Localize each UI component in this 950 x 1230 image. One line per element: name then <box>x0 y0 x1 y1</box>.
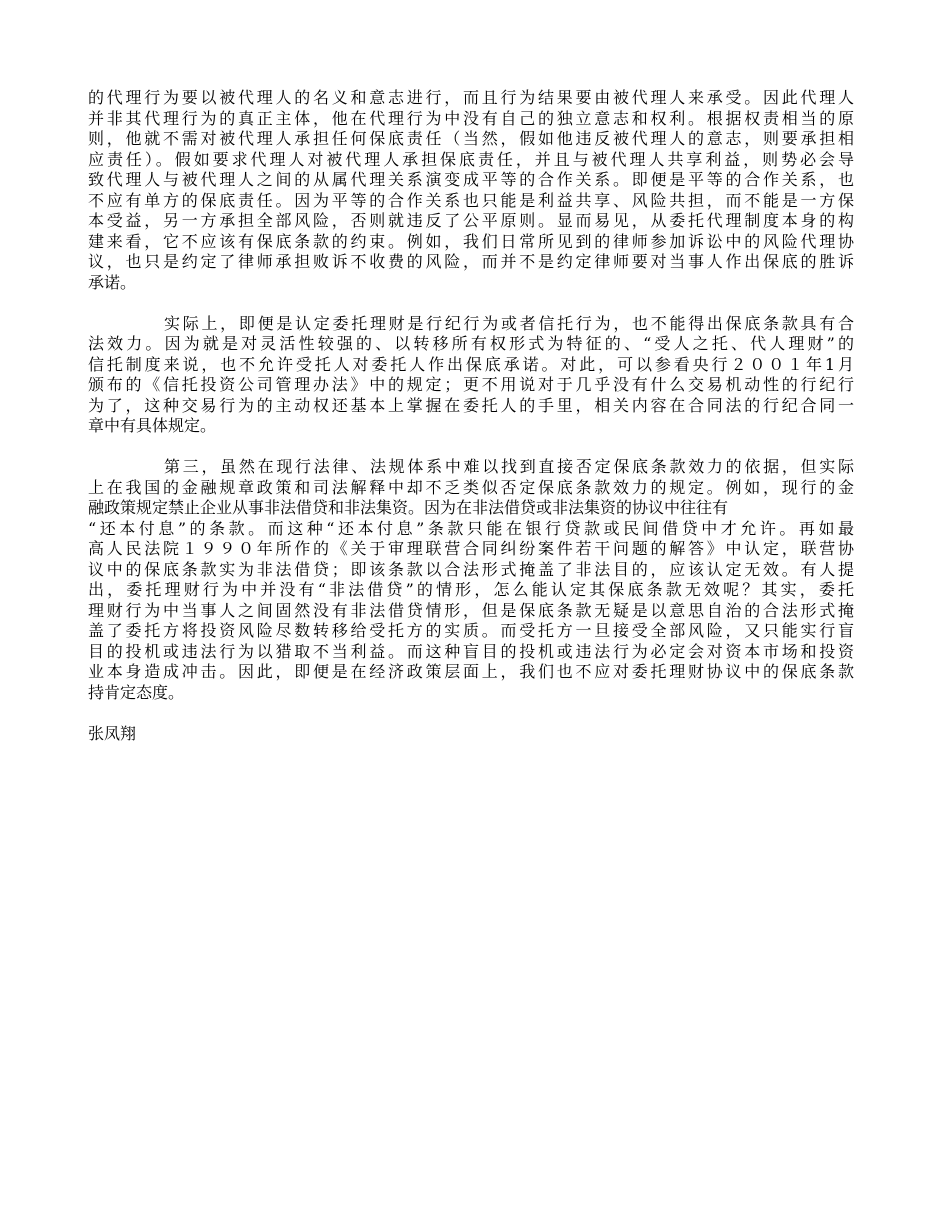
text-line: 理财行为中当事人之间固然没有非法借贷情形，但是保底条款无疑是以意思自治的合法形式掩 <box>88 600 854 620</box>
text-line: 颁布的《信托投资公司管理办法》中的规定；更不用说对于几乎没有什么交易机动性的行纪行 <box>88 375 854 394</box>
text-line: 目的投机或违法行为以猎取不当利益。而这种盲目的投机或违法行为必定会对资本市场和投资 <box>88 641 854 661</box>
text-line: 出，委托理财行为中并没有“非法借贷”的情形，怎么能认定其保底条款无效呢？其实，委托 <box>88 580 854 599</box>
text-line: 为了，这种交易行为的主动权还基本上掌握在委托人的手里，相关内容在合同法的行纪合同一 <box>88 395 854 415</box>
text-line: 业本身造成冲击。因此，即便是在经济政策层面上，我们也不应对委托理财协议中的保底条款 <box>88 662 854 681</box>
text-line: 议，也只是约定了律师承担败诉不收费的风险，而并不是约定律师要对当事人作出保底的胜诉 <box>88 252 854 271</box>
text-line: 盖了委托方将投资风险尽数转移给受托方的实质。而受托方一旦接受全部风险，又只能实行盲 <box>88 621 854 640</box>
text-line: 本受益，另一方承担全部风险，否则就违反了公平原则。显而易见，从委托代理制度本身的构 <box>88 211 854 230</box>
text-line: 第三，虽然在现行法律、法规体系中难以找到直接否定保底条款效力的依据，但实际 <box>164 457 854 476</box>
text-line: 应责任）。假如要求代理人对被代理人承担保底责任，并且与被代理人共享利益，则势必会导 <box>88 149 854 169</box>
text-line: 章中有具体规定。 <box>88 416 217 435</box>
text-line: 持肯定态度。 <box>88 682 185 702</box>
text-line: “还本付息”的条款。而这种“还本付息”条款只能在银行贷款或民间借贷中才允许。再如最 <box>88 518 854 538</box>
text-line: 致代理人与被代理人之间的从属代理关系演变成平等的合作关系。即便是平等的合作关系，也 <box>88 170 854 189</box>
document-body <box>88 88 854 744</box>
text-line: 承诺。 <box>88 272 137 292</box>
paragraph-3 <box>88 457 854 703</box>
text-line: 议中的保底条款实为非法借贷；即该条款以合法形式掩盖了非法目的，应该认定无效。有人提 <box>88 559 854 579</box>
text-line: 则，他就不需对被代理人承担任何保底责任（当然，假如他违反被代理人的意志，则要承担相 <box>88 129 854 148</box>
text-line: 建来看，它不应该有保底条款的约束。例如，我们日常所见到的律师参加诉讼中的风险代理协 <box>88 231 854 251</box>
text-line: 实际上，即便是认定委托理财是行纪行为或者信托行为，也不能得出保底条款具有合 <box>164 313 854 333</box>
text-line: 高人民法院１９９０年所作的《关于审理联营合同纠纷案件若干问题的解答》中认定，联营协 <box>88 539 854 558</box>
text-line: 法效力。因为就是对灵活性较强的、以转移所有权形式为特征的、“受人之托、代人理财”的 <box>88 334 854 353</box>
text-line: 信托制度来说，也不允许受托人对委托人作出保底承诺。对此，可以参看央行２００１年1月 <box>88 354 854 374</box>
text-line: 上在我国的金融规章政策和司法解释中却不乏类似否定保底条款效力的规定。例如，现行的金 <box>88 477 854 497</box>
text-line: 并非其代理行为的真正主体，他在代理行为中没有自己的独立意志和权利。根据权责相当的原 <box>88 108 854 128</box>
paragraph-2 <box>88 314 854 437</box>
text-line: 不应有单方的保底责任。因为平等的合作关系也只能是利益共享、风险共担，而不能是一方保 <box>88 190 854 210</box>
text-line: 的代理行为要以被代理人的名义和意志进行，而且行为结果要由被代理人来承受。因此代理人 <box>88 88 854 107</box>
paragraph-1 <box>88 88 854 293</box>
author-name: 张凤翔 <box>88 723 137 743</box>
text-line: 融政策规定禁止企业从事非法借贷和非法集资。因为在非法借贷或非法集资的协议中往往有 <box>88 498 729 517</box>
